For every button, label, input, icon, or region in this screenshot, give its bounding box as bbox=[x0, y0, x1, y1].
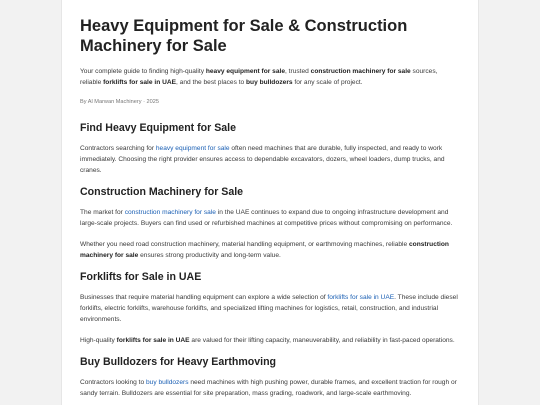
section-heading-construction-machinery: Construction Machinery for Sale bbox=[80, 186, 244, 199]
intro-bold-bulldozers: buy bulldozers bbox=[246, 79, 293, 87]
paragraph-text: ensures strong productivity and long-term value. bbox=[138, 251, 281, 259]
paragraph-text: Whether you need road construction machinery, material handling equipment, or earthmoving machines, reliable bbox=[80, 240, 410, 248]
intro-bold-forklifts: forklifts for sale in UAE bbox=[103, 79, 177, 87]
intro-text: Your complete guide to finding high-quality bbox=[80, 68, 206, 75]
paragraph-text: in the UAE continues to expand due to ongoing infrastructure development and large-scale projects. Buyers can find used or refurbished machines at competitive prices without compromising on performance. bbox=[80, 209, 453, 228]
section-paragraph bbox=[80, 207, 460, 229]
link-heavy-equipment-for-sale[interactable]: heavy equipment for sale bbox=[155, 144, 230, 152]
paragraph-text: . These include diesel forklifts, electric forklifts, warehouse forklifts, and specialized lifting machines for logistics, retail, construction, and industrial environments. bbox=[80, 294, 458, 324]
intro-paragraph bbox=[80, 66, 460, 88]
paragraph-text: often need machines that are durable, fully inspected, and ready to work immediately. Choosing the right provider ensures access to dependable excavators, dozers, wheel loaders, dump trucks, and cranes. bbox=[80, 144, 445, 175]
paragraph-text: are valued for their lifting capacity, maneuverability, and reliability in fast-paced operations. bbox=[189, 336, 455, 344]
paragraph-text: Contractors searching for bbox=[80, 144, 156, 152]
intro-text: , and the best places to bbox=[176, 79, 247, 87]
bold-forklifts: forklifts for sale in UAE bbox=[116, 336, 190, 344]
section-paragraph bbox=[80, 292, 460, 326]
section-heading-find-heavy-equipment: Find Heavy Equipment for Sale bbox=[80, 121, 236, 134]
paragraph-text: Businesses that require material handling equipment can explore a wide selection of bbox=[80, 294, 328, 302]
link-construction-machinery-for-sale[interactable]: construction machinery for sale bbox=[124, 209, 216, 217]
section-paragraph bbox=[80, 335, 460, 346]
page-title: Heavy Equipment for Sale & Construction Machinery for Sale bbox=[80, 17, 408, 55]
intro-text: , trusted bbox=[285, 68, 311, 75]
bold-construction-machinery: construction machinery for sale bbox=[80, 240, 449, 259]
intro-text: for any scale of project. bbox=[292, 79, 363, 87]
section-paragraph bbox=[80, 143, 460, 177]
link-forklifts-for-sale-in-uae[interactable]: forklifts for sale in UAE bbox=[327, 294, 395, 302]
intro-bold-construction-machinery: construction machinery for sale bbox=[310, 68, 411, 75]
link-buy-bulldozers[interactable]: buy bulldozers bbox=[145, 378, 189, 386]
section-heading-forklifts: Forklifts for Sale in UAE bbox=[80, 271, 202, 284]
article-card[interactable] bbox=[62, 0, 478, 405]
intro-text: sources, reliable bbox=[80, 68, 438, 87]
section-paragraph bbox=[80, 377, 460, 399]
paragraph-text: High-quality bbox=[80, 336, 117, 344]
paragraph-text: The market for bbox=[80, 209, 125, 217]
article-content bbox=[62, 0, 478, 399]
byline: By Al Marwan Machinery · 2025 bbox=[80, 99, 159, 106]
intro-bold-heavy-equipment: heavy equipment for sale bbox=[205, 68, 286, 75]
section-paragraph bbox=[80, 239, 460, 261]
paragraph-text: Contractors looking to bbox=[80, 378, 146, 386]
paragraph-text: need machines with high pushing power, durable frames, and excellent traction for rough or sandy terrain. Bulldozers are essential for site preparation, mass grading, roadwork, and large-scale earthmoving. bbox=[80, 378, 457, 398]
section-heading-buy-bulldozers: Buy Bulldozers for Heavy Earthmoving bbox=[80, 355, 277, 368]
